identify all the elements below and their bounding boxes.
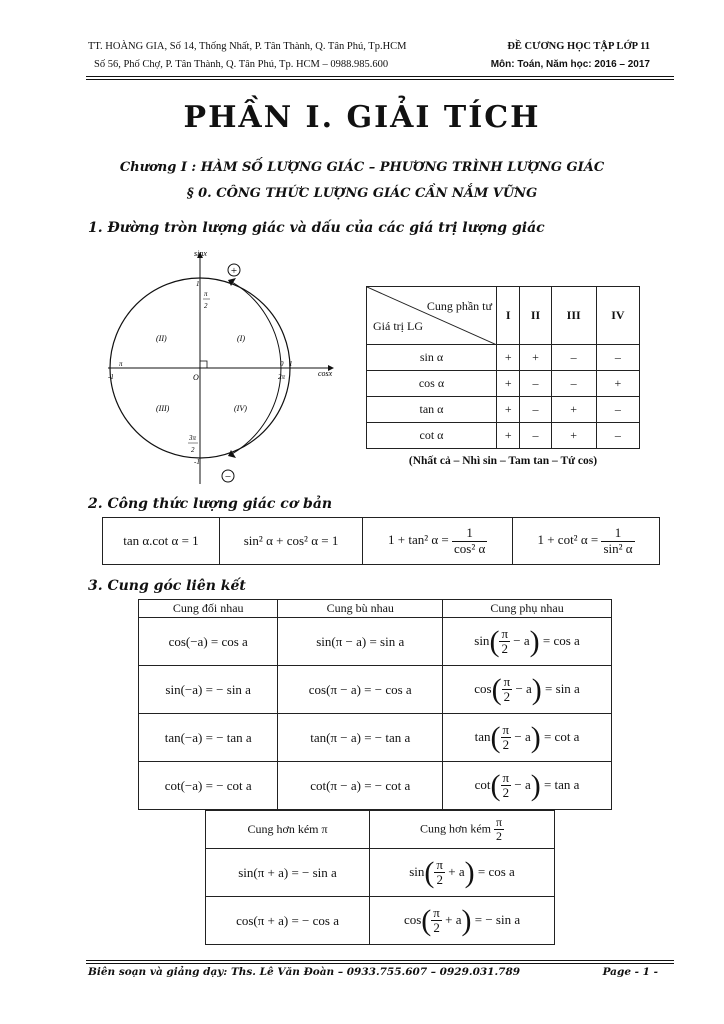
table-row xyxy=(367,397,640,423)
table-row xyxy=(206,849,555,897)
result: = − sin a xyxy=(474,911,521,927)
associated-angles-table xyxy=(138,599,612,810)
frac-num: π xyxy=(501,625,509,641)
section-3-heading: 3. Cung góc liên kết xyxy=(88,578,246,594)
label-three-pi-half-num: 3π xyxy=(189,434,197,442)
y-axis-label: sinx xyxy=(194,249,207,258)
minus-sign: − xyxy=(224,471,232,483)
col-header: Cung bù nhau xyxy=(278,600,443,618)
supplementary-formula: cot(π − a) = − cot a xyxy=(278,762,443,810)
chapter-title: Chương I : HÀM SỐ LƯỢNG GIÁC – PHƯƠNG TRÌNH LƯỢNG GIÁC xyxy=(119,160,605,175)
section-1-heading: 1. Đường tròn lượng giác và dấu của các giá trị lượng giác xyxy=(88,220,545,236)
row-label: cot α xyxy=(367,423,497,449)
frac-num: π xyxy=(503,673,511,689)
fn-name: cos xyxy=(403,911,422,927)
fn-name: tan xyxy=(474,728,491,744)
fraction xyxy=(601,526,634,556)
paren: ) xyxy=(530,768,541,802)
sign-cell: + xyxy=(551,423,596,449)
col-header: III xyxy=(551,287,596,345)
opposite-formula: sin(−a) = − sin a xyxy=(139,666,278,714)
result: = tan a xyxy=(543,776,580,792)
frac-den: 2 xyxy=(502,785,510,800)
sign-table-corner xyxy=(367,287,497,345)
right-angle-mark xyxy=(200,361,207,368)
label-zero: 0 xyxy=(280,360,284,368)
frac-den: 2 xyxy=(433,920,440,935)
formula-tan-cot: tan α.cot α = 1 xyxy=(103,518,220,565)
sign-cell: + xyxy=(497,371,520,397)
paren: ) xyxy=(464,855,475,889)
table-row xyxy=(367,371,640,397)
supplementary-formula: cos(π − a) = − cos a xyxy=(278,666,443,714)
result: = cot a xyxy=(543,728,580,744)
sign-cell: – xyxy=(596,345,639,371)
paren: ) xyxy=(530,720,541,754)
label-pi-half-den: 2 xyxy=(204,302,208,310)
fraction xyxy=(502,675,513,705)
table-row xyxy=(139,666,612,714)
trig-circle-diagram xyxy=(100,248,350,488)
supplementary-formula: tan(π − a) = − tan a xyxy=(278,714,443,762)
sign-cell: – xyxy=(596,397,639,423)
paren: ) xyxy=(529,624,540,658)
sign-cell: + xyxy=(497,345,520,371)
col-header: II xyxy=(520,287,551,345)
col-header: I xyxy=(497,287,520,345)
corner-top-label: Cung phần tư xyxy=(426,299,492,313)
label-origin: O xyxy=(193,373,199,382)
sign-cell: + xyxy=(497,423,520,449)
sign-table xyxy=(366,286,640,449)
formula-pythagorean: sin² α + cos² α = 1 xyxy=(219,518,362,565)
footer-rule xyxy=(86,960,674,961)
result: = cos a xyxy=(542,632,580,648)
formula-tan-left: 1 + tan² α = xyxy=(388,531,449,547)
fraction xyxy=(501,771,512,801)
result: = cos a xyxy=(477,863,515,879)
frac-num: π xyxy=(436,856,443,872)
frac-den: 2 xyxy=(503,689,511,704)
frac-den: cos² α xyxy=(454,540,486,556)
col-header: Cung đối nhau xyxy=(139,600,278,618)
header-rule-2 xyxy=(86,79,674,80)
section-title: § 0. CÔNG THỨC LƯỢNG GIÁC CẦN NẮM VỮNG xyxy=(186,186,538,201)
sign-cell: – xyxy=(520,397,551,423)
table-row xyxy=(139,714,612,762)
frac-num: π xyxy=(502,721,510,737)
pi-formula: sin(π + a) = − sin a xyxy=(206,849,370,897)
paren: ( xyxy=(491,672,502,706)
opposite-formula: cos(−a) = cos a xyxy=(139,618,278,666)
sign-cell: – xyxy=(596,423,639,449)
plus-sign: + xyxy=(230,265,238,277)
pi-difference-table xyxy=(205,810,555,945)
minus-a: − a xyxy=(513,632,530,648)
frac-num: π xyxy=(433,904,440,920)
fn-name: cot xyxy=(474,776,491,792)
minus-a: − a xyxy=(514,728,531,744)
label-one-top: 1 xyxy=(196,280,200,288)
pi-formula: cos(π + a) = − cos a xyxy=(206,897,370,945)
fraction xyxy=(452,526,487,556)
fn-name: sin xyxy=(474,632,490,648)
sign-cell: + xyxy=(520,345,551,371)
frac-den: 2 xyxy=(496,829,503,843)
footer-author: Biên soạn và giảng dạy: Ths. Lê Văn Đoàn – 0933.755.607 – 0929.031.789 xyxy=(88,966,521,978)
half-pi-formula xyxy=(370,849,555,897)
opposite-formula: tan(−a) = − tan a xyxy=(139,714,278,762)
table-row xyxy=(367,345,640,371)
frac-num: π xyxy=(496,814,503,829)
label-three-pi-half-den: 2 xyxy=(191,446,195,454)
complementary-formula xyxy=(443,666,612,714)
paren: ( xyxy=(490,720,501,754)
header-subject: Môn: Toán, Năm học: 2016 – 2017 xyxy=(490,59,650,70)
col-header xyxy=(370,811,555,849)
plus-a: + a xyxy=(448,863,465,879)
fraction xyxy=(431,906,442,936)
label-two-pi: 2π xyxy=(278,373,286,381)
col-header: Cung hơn kém π xyxy=(206,811,370,849)
label-quadrant-2: (II) xyxy=(156,334,167,343)
minus-a: − a xyxy=(515,680,532,696)
label-one-right: 1 xyxy=(289,360,293,368)
paren: ( xyxy=(490,768,501,802)
formula-cot-left: 1 + cot² α = xyxy=(537,531,599,547)
paren: ( xyxy=(424,855,435,889)
frac-num: 1 xyxy=(601,526,634,541)
frac-den: 2 xyxy=(501,641,508,656)
page-number: Page - 1 - xyxy=(602,966,658,978)
paren: ) xyxy=(531,672,542,706)
table-row xyxy=(139,618,612,666)
paren: ( xyxy=(421,903,432,937)
col-header: Cung phụ nhau xyxy=(443,600,612,618)
fraction xyxy=(494,816,504,843)
corner-bottom-label: Giá trị LG xyxy=(373,319,423,333)
label-minus-one-left: -1 xyxy=(108,373,114,381)
fn-name: cos xyxy=(474,680,492,696)
formula-tan-squared xyxy=(363,518,513,565)
formula-cot-squared xyxy=(513,518,660,565)
header-address-2: Số 56, Phố Chợ, P. Tân Thành, Q. Tân Phú, Tp. HCM – 0988.985.600 xyxy=(94,59,389,70)
frac-num: 1 xyxy=(452,526,487,541)
col-header-text: Cung hơn kém xyxy=(419,821,491,836)
minus-a: − a xyxy=(514,776,531,792)
header-address-1: TT. HOÀNG GIA, Số 14, Thống Nhất, P. Tân Thành, Q. Tân Phú, Tp.HCM xyxy=(88,41,407,52)
table-row xyxy=(206,897,555,945)
sign-cell: + xyxy=(596,371,639,397)
table-row xyxy=(139,762,612,810)
basic-formulas-table xyxy=(102,517,660,565)
opposite-formula: cot(−a) = − cot a xyxy=(139,762,278,810)
supplementary-formula: sin(π − a) = sin a xyxy=(278,618,443,666)
complementary-formula xyxy=(443,618,612,666)
frac-den: 2 xyxy=(436,872,443,887)
fraction xyxy=(499,627,510,657)
section-2-heading: 2. Công thức lượng giác cơ bản xyxy=(88,496,333,512)
sign-cell: + xyxy=(497,397,520,423)
row-label: sin α xyxy=(367,345,497,371)
label-quadrant-4: (IV) xyxy=(234,404,247,413)
row-label: cos α xyxy=(367,371,497,397)
label-pi-half-num: π xyxy=(204,290,208,298)
corner-diagonal xyxy=(367,287,497,345)
paren: ( xyxy=(489,624,500,658)
header-rule xyxy=(86,76,674,77)
sign-cell: – xyxy=(551,371,596,397)
header-left xyxy=(88,38,428,74)
frac-den: 2 xyxy=(502,737,510,752)
complementary-formula xyxy=(443,762,612,810)
fraction xyxy=(434,858,445,888)
fn-name: sin xyxy=(409,863,425,879)
result: = sin a xyxy=(545,680,580,696)
plus-a: + a xyxy=(445,911,462,927)
sign-cell: – xyxy=(551,345,596,371)
half-pi-formula xyxy=(370,897,555,945)
table-row xyxy=(367,423,640,449)
label-pi: π xyxy=(119,360,123,368)
frac-den: sin² α xyxy=(603,540,633,556)
header-right xyxy=(450,38,650,74)
sign-cell: + xyxy=(551,397,596,423)
header-doc-title: ĐỀ CƯƠNG HỌC TẬP LỚP 11 xyxy=(507,41,650,52)
row-label: tan α xyxy=(367,397,497,423)
x-axis-label: cosx xyxy=(318,369,333,378)
sign-cell: – xyxy=(520,371,551,397)
part-title: PHẦN I. GIẢI TÍCH xyxy=(183,100,541,135)
label-minus-one-bottom: -1 xyxy=(194,458,200,466)
frac-num: π xyxy=(502,769,510,785)
complementary-formula xyxy=(443,714,612,762)
paren: ) xyxy=(461,903,472,937)
col-header: IV xyxy=(596,287,639,345)
label-quadrant-3: (III) xyxy=(156,404,170,413)
fraction xyxy=(501,723,512,753)
footer-rule-2 xyxy=(86,963,674,964)
sign-cell: – xyxy=(520,423,551,449)
sign-mnemonic: (Nhất cả – Nhì sin – Tam tan – Tứ cos) xyxy=(408,455,598,467)
label-quadrant-1: (I) xyxy=(237,334,245,343)
